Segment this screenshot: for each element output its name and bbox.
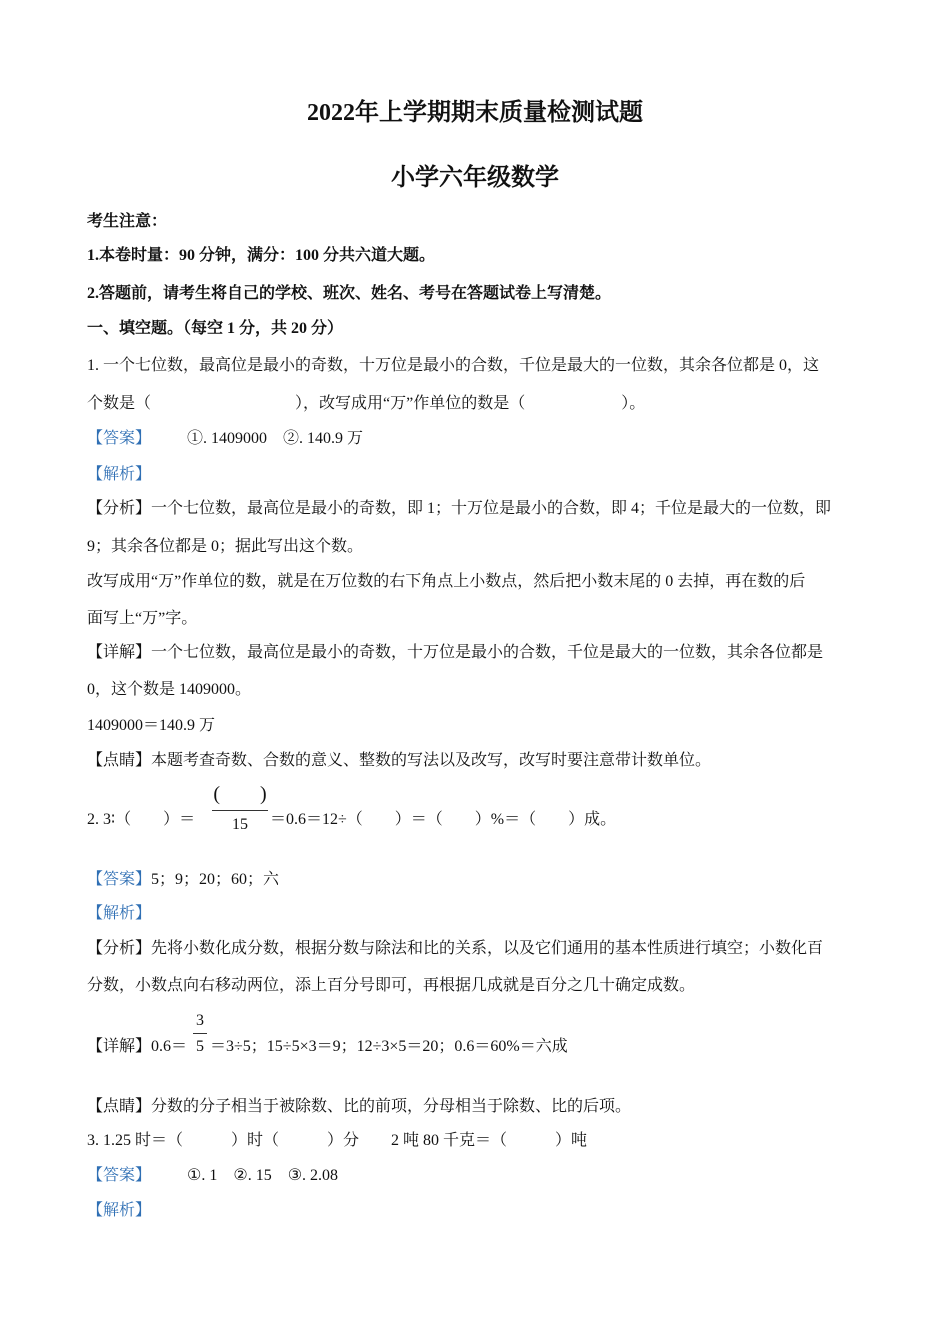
q1-fenxi-line4: 面写上“万”字。 — [87, 610, 198, 627]
q2-detail-fraction-bar — [193, 1033, 207, 1034]
q2-detail-prefix — [87, 1037, 187, 1057]
q2-answer: 5；9；20；60；六 — [151, 871, 280, 888]
notice-label: 考生注意： — [87, 213, 168, 230]
q2-answer-row — [87, 870, 279, 890]
q2-prefix: 2. 3∶（ ）＝ — [87, 811, 196, 828]
exam-title: 2022年上学期期末质量检测试题 — [307, 100, 643, 126]
q2-detail-prefix-text: 0.6＝ — [151, 1038, 188, 1055]
fenxi-tag: 【分析】 — [87, 940, 152, 957]
answer-tag: 【答案】 — [87, 430, 152, 447]
answer-tag: 【答案】 — [87, 871, 152, 888]
q1-text-line2: 个数是（ ），改写成用“万”作单位的数是（ ）。 — [87, 395, 646, 412]
q2-fenxi-text1: 先将小数化成分数，根据分数与除法和比的关系，以及它们通用的基本性质进行填空；小数化百 — [151, 940, 824, 957]
q1-fenxi-line2: 9；其余各位都是 0；据此写出这个数。 — [87, 538, 364, 555]
analysis-tag: 【解析】 — [87, 1202, 152, 1219]
q3-answer: ①. 1 ②. 15 ③. 2.08 — [187, 1167, 339, 1184]
exam-subtitle: 小学六年级数学 — [391, 165, 559, 191]
q1-fenxi-line1 — [87, 499, 831, 519]
q3-text-line1: 3. 1.25 时＝（ ）时（ ）分 2 吨 80 千克＝（ ）吨 — [87, 1132, 588, 1149]
q1-fenxi-text1: 一个七位数，最高位是最小的奇数，即 1；十万位是最小的合数，即 4；千位是最大的一位数，即 — [151, 500, 832, 517]
q1-detail-line1 — [87, 643, 823, 663]
q2-suffix: ＝0.6＝12÷（ ）＝（ ）%＝（ ）成。 — [270, 811, 617, 828]
q2-detail-denominator: 5 — [196, 1038, 204, 1055]
q2-fenxi-line2: 分数，小数点向右移动两位，添上百分号即可，再根据几成就是百分之几十确定成数。 — [87, 977, 696, 994]
q1-answer-row — [87, 429, 363, 449]
q1-detail-text1: 一个七位数，最高位是最小的奇数，十万位是最小的合数，千位是最大的一位数，其余各位都是 — [151, 644, 824, 661]
q2-fenxi-line1 — [87, 939, 823, 959]
q1-comment-text: 本题考查奇数、合数的意义、整数的写法以及改写，改写时要注意带计数单位。 — [151, 752, 712, 769]
q2-detail-numerator: 3 — [196, 1012, 204, 1029]
q3-answer-row — [87, 1166, 338, 1186]
detail-tag: 【详解】 — [87, 1038, 152, 1055]
analysis-tag: 【解析】 — [87, 905, 152, 922]
q1-fenxi-line3: 改写成用“万”作单位的数，就是在万位数的右下角点上小数点，然后把小数末尾的 0 去掉，再在数的后 — [87, 573, 806, 590]
comment-tag: 【点睛】 — [87, 752, 152, 769]
notice-item-1: 1.本卷时量：90 分钟，满分：100 分共六道大题。 — [87, 247, 436, 264]
q1-answer: ①. 1409000 ②. 140.9 万 — [187, 430, 364, 447]
detail-tag: 【详解】 — [87, 644, 152, 661]
q2-detail-suffix: ＝3÷5；15÷5×3＝9；12÷3×5＝20；0.6＝60%＝六成 — [210, 1038, 568, 1055]
q2-comment-text: 分数的分子相当于被除数、比的前项，分母相当于除数、比的后项。 — [151, 1098, 632, 1115]
notice-item-2: 2.答题前，请考生将自己的学校、班次、姓名、考号在答题试卷上写清楚。 — [87, 285, 612, 302]
q1-detail-line3: 1409000＝140.9 万 — [87, 717, 216, 734]
q1-text-line1: 1. 一个七位数，最高位是最小的奇数，十万位是最小的合数，千位是最大的一位数，其余各位都是 0，这 — [87, 357, 820, 374]
answer-tag: 【答案】 — [87, 1167, 152, 1184]
q2-fraction-denominator: 15 — [232, 816, 248, 833]
comment-tag: 【点睛】 — [87, 1098, 152, 1115]
q1-detail-line2: 0，这个数是 1409000。 — [87, 681, 252, 698]
q2-fraction-numerator: ( ) — [213, 783, 267, 805]
analysis-tag: 【解析】 — [87, 466, 152, 483]
q1-comment-line — [87, 751, 711, 771]
section-heading: 一、填空题。（每空 1 分，共 20 分） — [87, 320, 344, 337]
q2-fraction-bar — [212, 810, 268, 811]
fenxi-tag: 【分析】 — [87, 500, 152, 517]
q2-comment-line — [87, 1097, 631, 1117]
